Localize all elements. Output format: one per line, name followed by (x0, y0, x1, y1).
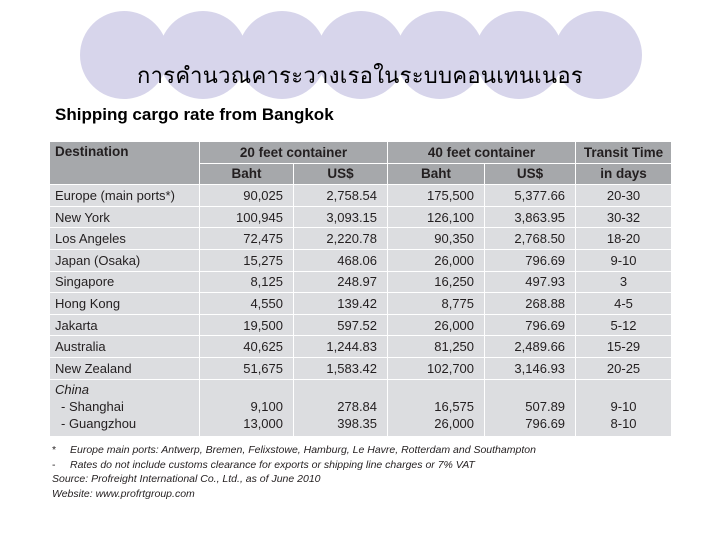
cell-transit: 20-30 (576, 185, 672, 207)
header-baht-40: Baht (388, 163, 485, 185)
cell-usd-40-china (485, 379, 576, 436)
table-row (50, 206, 672, 228)
cell-usd-40: 3,146.93 (485, 357, 576, 379)
header-row-top (50, 142, 672, 164)
header-transit-top: Transit Time (576, 142, 672, 164)
table-row (50, 357, 672, 379)
table-notes (52, 443, 536, 501)
footnote (52, 458, 536, 473)
cell-usd-40: 2,489.66 (485, 336, 576, 358)
cell-transit-china (576, 379, 672, 436)
cell-baht-20: 100,945 (200, 206, 294, 228)
slide-title: การคำนวณคาระวางเรอในระบบคอนเทนเนอร (137, 64, 583, 89)
cell-baht-40: 26,000 (434, 415, 475, 431)
table-row (50, 293, 672, 315)
cell-destination: Hong Kong (50, 293, 200, 315)
header-usd-20: US$ (294, 163, 388, 185)
cell-usd-20: 3,093.15 (294, 206, 388, 228)
cell-baht-40: 81,250 (388, 336, 485, 358)
website-line: Website: www.profrtgroup.com (52, 487, 195, 500)
cell-baht-40: 90,350 (388, 228, 485, 250)
header-usd-40: US$ (485, 163, 576, 185)
cell-baht-40: 8,775 (388, 293, 485, 315)
cell-baht-20: 19,500 (200, 314, 294, 336)
cell-usd-40: 268.88 (485, 293, 576, 315)
cell-transit: 3 (576, 271, 672, 293)
cell-destination: Jakarta (50, 314, 200, 336)
footnote-text: Europe main ports: Antwerp, Bremen, Felixstowe, Hamburg, Le Havre, Rotterdam and Southampton (70, 444, 536, 456)
header-40ft: 40 feet container (388, 142, 576, 164)
cell-baht-40: 126,100 (388, 206, 485, 228)
footnote-text: Rates do not include customs clearance for exports or shipping line charges or 7% VAT (70, 458, 475, 471)
cell-usd-20: 2,220.78 (294, 228, 388, 250)
cell-transit: 30-32 (576, 206, 672, 228)
china-city: - Guangzhou (61, 415, 137, 431)
cell-destination: Singapore (50, 271, 200, 293)
cell-baht-40: 26,000 (388, 314, 485, 336)
cell-usd-20: 248.97 (294, 271, 388, 293)
cell-transit: 20-25 (576, 357, 672, 379)
cell-baht-40: 26,000 (388, 249, 485, 271)
footnote (52, 443, 536, 458)
cell-destination: New Zealand (50, 357, 200, 379)
table-row (50, 228, 672, 250)
china-label: China (55, 381, 89, 397)
header-transit-bottom: in days (576, 163, 672, 185)
slide-subtitle: Shipping cargo rate from Bangkok (55, 105, 334, 124)
header-baht-20: Baht (200, 163, 294, 185)
cell-destination: Los Angeles (50, 228, 200, 250)
cell-baht-40: 175,500 (388, 185, 485, 207)
table-row (50, 314, 672, 336)
cell-transit: 18-20 (576, 228, 672, 250)
table-row (50, 336, 672, 358)
cell-baht-20: 9,100 (250, 398, 283, 414)
shipping-rate-table (49, 141, 672, 437)
cell-usd-20: 2,758.54 (294, 185, 388, 207)
cell-destination: Australia (50, 336, 200, 358)
cell-usd-40: 3,863.95 (485, 206, 576, 228)
cell-usd-20: 139.42 (294, 293, 388, 315)
cell-baht-40: 102,700 (388, 357, 485, 379)
cell-transit: 9-10 (610, 398, 637, 414)
cell-baht-40-china (388, 379, 485, 436)
cell-baht-20: 8,125 (200, 271, 294, 293)
table-row (50, 249, 672, 271)
cell-transit: 9-10 (576, 249, 672, 271)
cell-usd-40: 5,377.66 (485, 185, 576, 207)
header-20ft: 20 feet container (200, 142, 388, 164)
cell-baht-40: 16,250 (388, 271, 485, 293)
cell-usd-20: 278.84 (337, 398, 378, 414)
cell-usd-20: 597.52 (294, 314, 388, 336)
rate-table-container (49, 141, 671, 431)
cell-transit: 4-5 (576, 293, 672, 315)
cell-baht-20: 72,475 (200, 228, 294, 250)
source-line: Source: Profreight International Co., Ltd., as of June 2010 (52, 473, 321, 485)
cell-baht-20: 15,275 (200, 249, 294, 271)
cell-usd-40: 796.69 (485, 249, 576, 271)
cell-baht-20-china (200, 379, 294, 436)
footnote-mark: - (52, 458, 56, 471)
cell-baht-40: 16,575 (434, 398, 475, 414)
cell-baht-20: 13,000 (243, 415, 283, 431)
cell-transit: 5-12 (576, 314, 672, 336)
cell-usd-20: 1,583.42 (294, 357, 388, 379)
china-city: - Shanghai (61, 398, 124, 414)
cell-baht-20: 51,675 (200, 357, 294, 379)
cell-transit: 15-29 (576, 336, 672, 358)
header-destination: Destination (50, 142, 200, 185)
cell-transit: 8-10 (610, 415, 637, 431)
cell-usd-20: 1,244.83 (294, 336, 388, 358)
cell-usd-20: 468.06 (294, 249, 388, 271)
table-row-china (50, 379, 672, 436)
cell-usd-40: 507.89 (525, 398, 566, 414)
table-row (50, 185, 672, 207)
cell-baht-20: 4,550 (200, 293, 294, 315)
cell-destination-china (50, 379, 200, 436)
cell-usd-40: 796.69 (485, 314, 576, 336)
cell-usd-40: 796.69 (525, 415, 566, 431)
cell-destination: New York (50, 206, 200, 228)
cell-baht-20: 40,625 (200, 336, 294, 358)
table-row (50, 271, 672, 293)
cell-destination: Japan (Osaka) (50, 249, 200, 271)
cell-baht-20: 90,025 (200, 185, 294, 207)
cell-usd-20-china (294, 379, 388, 436)
footnote-mark: * (52, 444, 57, 456)
cell-usd-40: 497.93 (485, 271, 576, 293)
cell-usd-40: 2,768.50 (485, 228, 576, 250)
cell-usd-20: 398.35 (337, 415, 378, 431)
cell-destination: Europe (main ports*) (50, 185, 200, 207)
